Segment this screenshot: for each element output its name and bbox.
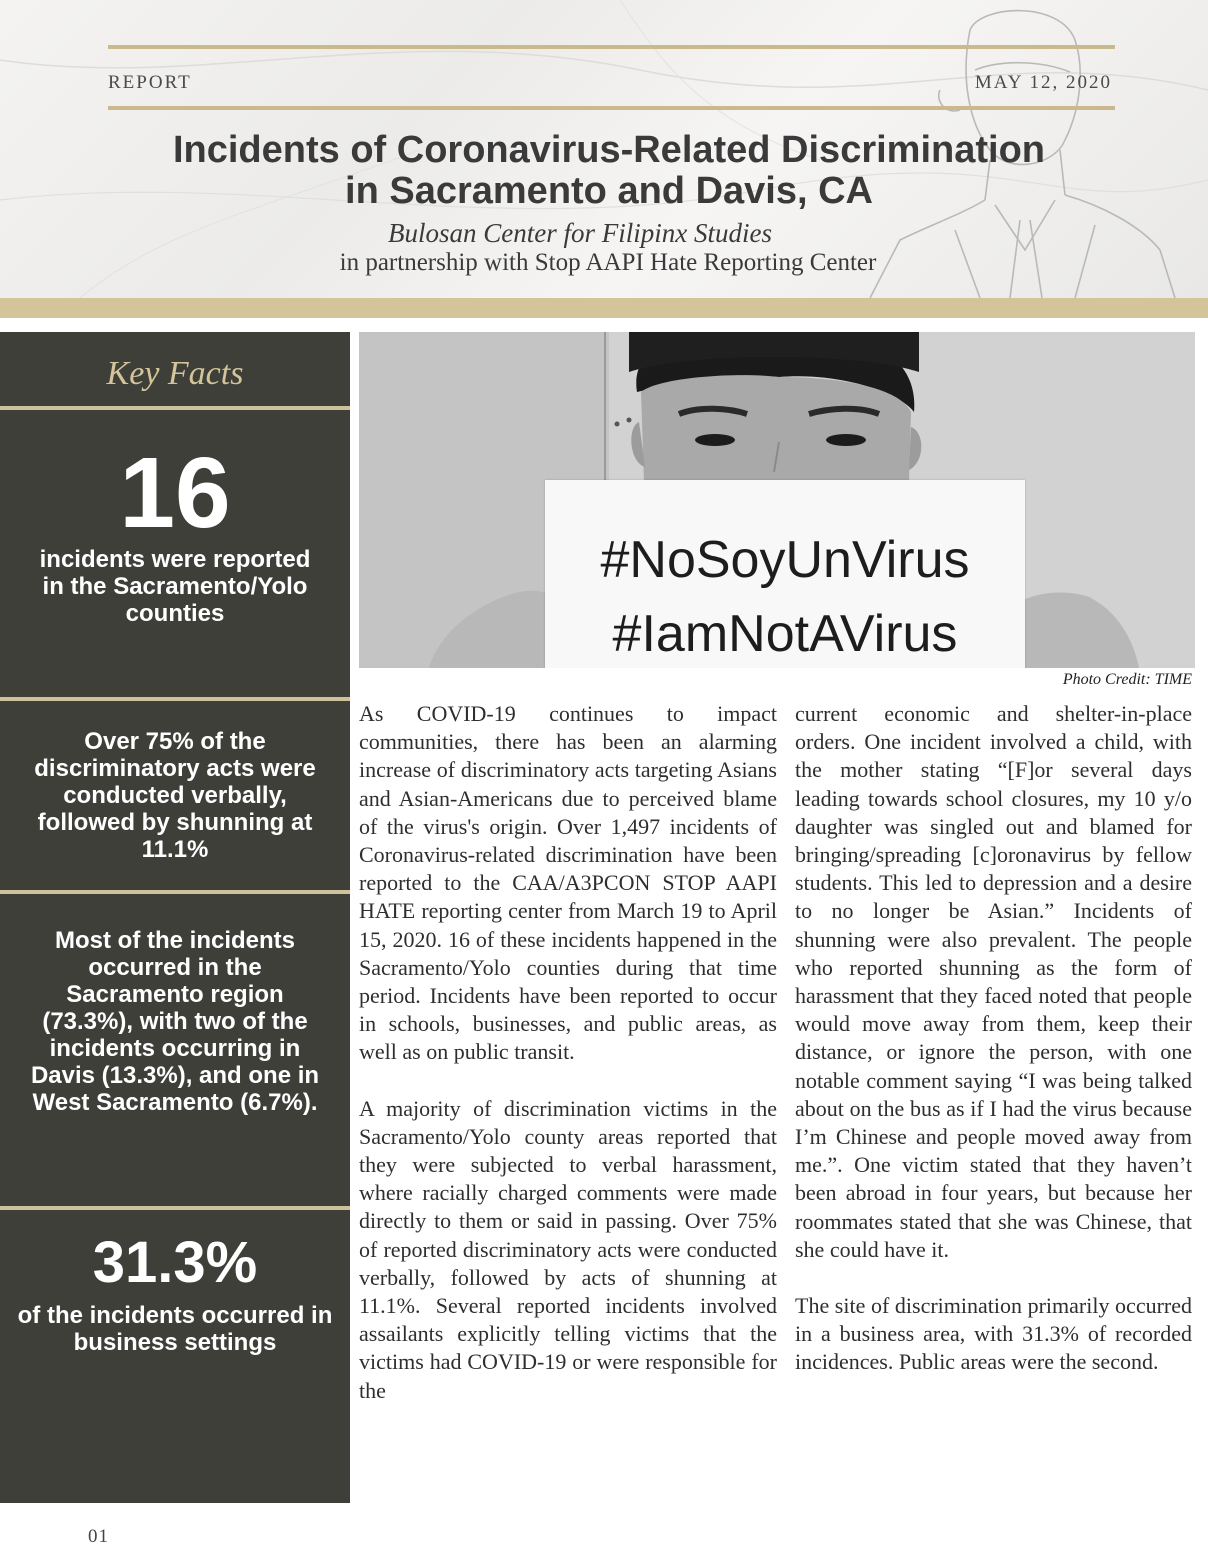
fact-4-text: of the incidents occurred in business settings	[17, 1302, 333, 1356]
report-label: REPORT	[108, 72, 192, 93]
sidebar-divider	[0, 1206, 350, 1210]
header-rule-bottom	[108, 106, 1115, 110]
fact-1-text: incidents were reported in the Sacramento/Yolo counties	[39, 546, 311, 627]
report-title	[60, 130, 1158, 212]
sidebar-divider	[0, 697, 350, 701]
body-paragraph: current economic and shelter-in-place orders. One incident involved a child, with the mother stating “[F]or several days leading towards school closures, my 10 y/o daughter was singled out and blamed for bringing/spreading [c]oronavirus by fellow students. This led to depression and a desire to no longer be Asian.” Incidents of shunning were also prevalent. The people who reported shunning as the form of harassment that they faced noted that people would move away from them, keep their distance, or ignore the person, with one notable comment saying “I was being talked about on the bus as if I had the virus because I’m Chinese and people moved away from me.”. One victim stated that they haven’t been abroad in four years, but because her roommates stated that she was Chinese, that she could have it.	[795, 701, 1192, 1262]
body-paragraph: As COVID-19 continues to impact communities, there has been an alarming increase of discriminatory acts targeting Asians and Asian-Americans due to perceived blame of the virus's origin. Over 1,497 incidents of Coronavirus-related discrimination have been reported to the CAA/A3PCON STOP AAPI HATE reporting center from March 19 to April 15, 2020. 16 of these incidents happened in the Sacramento/Yolo counties during that time period. Incidents have been reported to occur in schools, businesses, and public areas, as well as on public transit.	[359, 701, 777, 1065]
sidebar-divider	[0, 406, 350, 410]
sign-line-1: #NoSoyUnVirus	[600, 531, 970, 589]
key-facts-title: Key Facts	[106, 355, 244, 392]
report-partner: in partnership with Stop AAPI Hate Reporting Center	[339, 249, 877, 276]
sign-line-2: #IamNotAVirus	[612, 605, 958, 663]
report-header	[0, 0, 1208, 298]
page-number: 01	[88, 1526, 109, 1547]
fact-2-text: Over 75% of the discriminatory acts were conducted verbally, followed by shunning at 11.1%	[34, 728, 316, 863]
body-column-left	[359, 700, 777, 1405]
photo-credit: Photo Credit: TIME	[1062, 671, 1192, 688]
body-paragraph: The site of discrimination primarily occurred in a business area, with 31.3% of recorded incidences. Public areas were the second.	[795, 1293, 1192, 1375]
fact-4-number: 31.3%	[92, 1230, 258, 1295]
fact-3-text: Most of the incidents occurred in the Sacramento region (73.3%), with two of the incidents occurring in Davis (13.3%), and one in West Sacramento (6.7%).	[30, 927, 320, 1116]
header-gold-band	[0, 298, 1208, 318]
sidebar-divider	[0, 890, 350, 894]
report-date: MAY 12, 2020	[974, 72, 1112, 93]
fact-1-number: 16	[119, 437, 231, 549]
header-rule-top	[108, 45, 1115, 49]
body-column-right	[795, 700, 1192, 1377]
protest-photo	[359, 332, 1195, 668]
title-line-2: in Sacramento and Davis, CA	[345, 170, 873, 212]
report-subtitle: Bulosan Center for Filipinx Studies	[388, 218, 772, 248]
title-line-1: Incidents of Coronavirus-Related Discrimination	[172, 129, 1046, 171]
body-paragraph: A majority of discrimination victims in the Sacramento/Yolo county areas reported that they were subjected to verbal harassment, where racially charged comments were made directly to them or said in passing. Over 75% of reported discriminatory acts were conducted verbally, followed by acts of shunning at 11.1%. Several reported incidents involved assailants explicitly telling victims that the victims had COVID-19 or were responsible for the	[359, 1095, 777, 1403]
